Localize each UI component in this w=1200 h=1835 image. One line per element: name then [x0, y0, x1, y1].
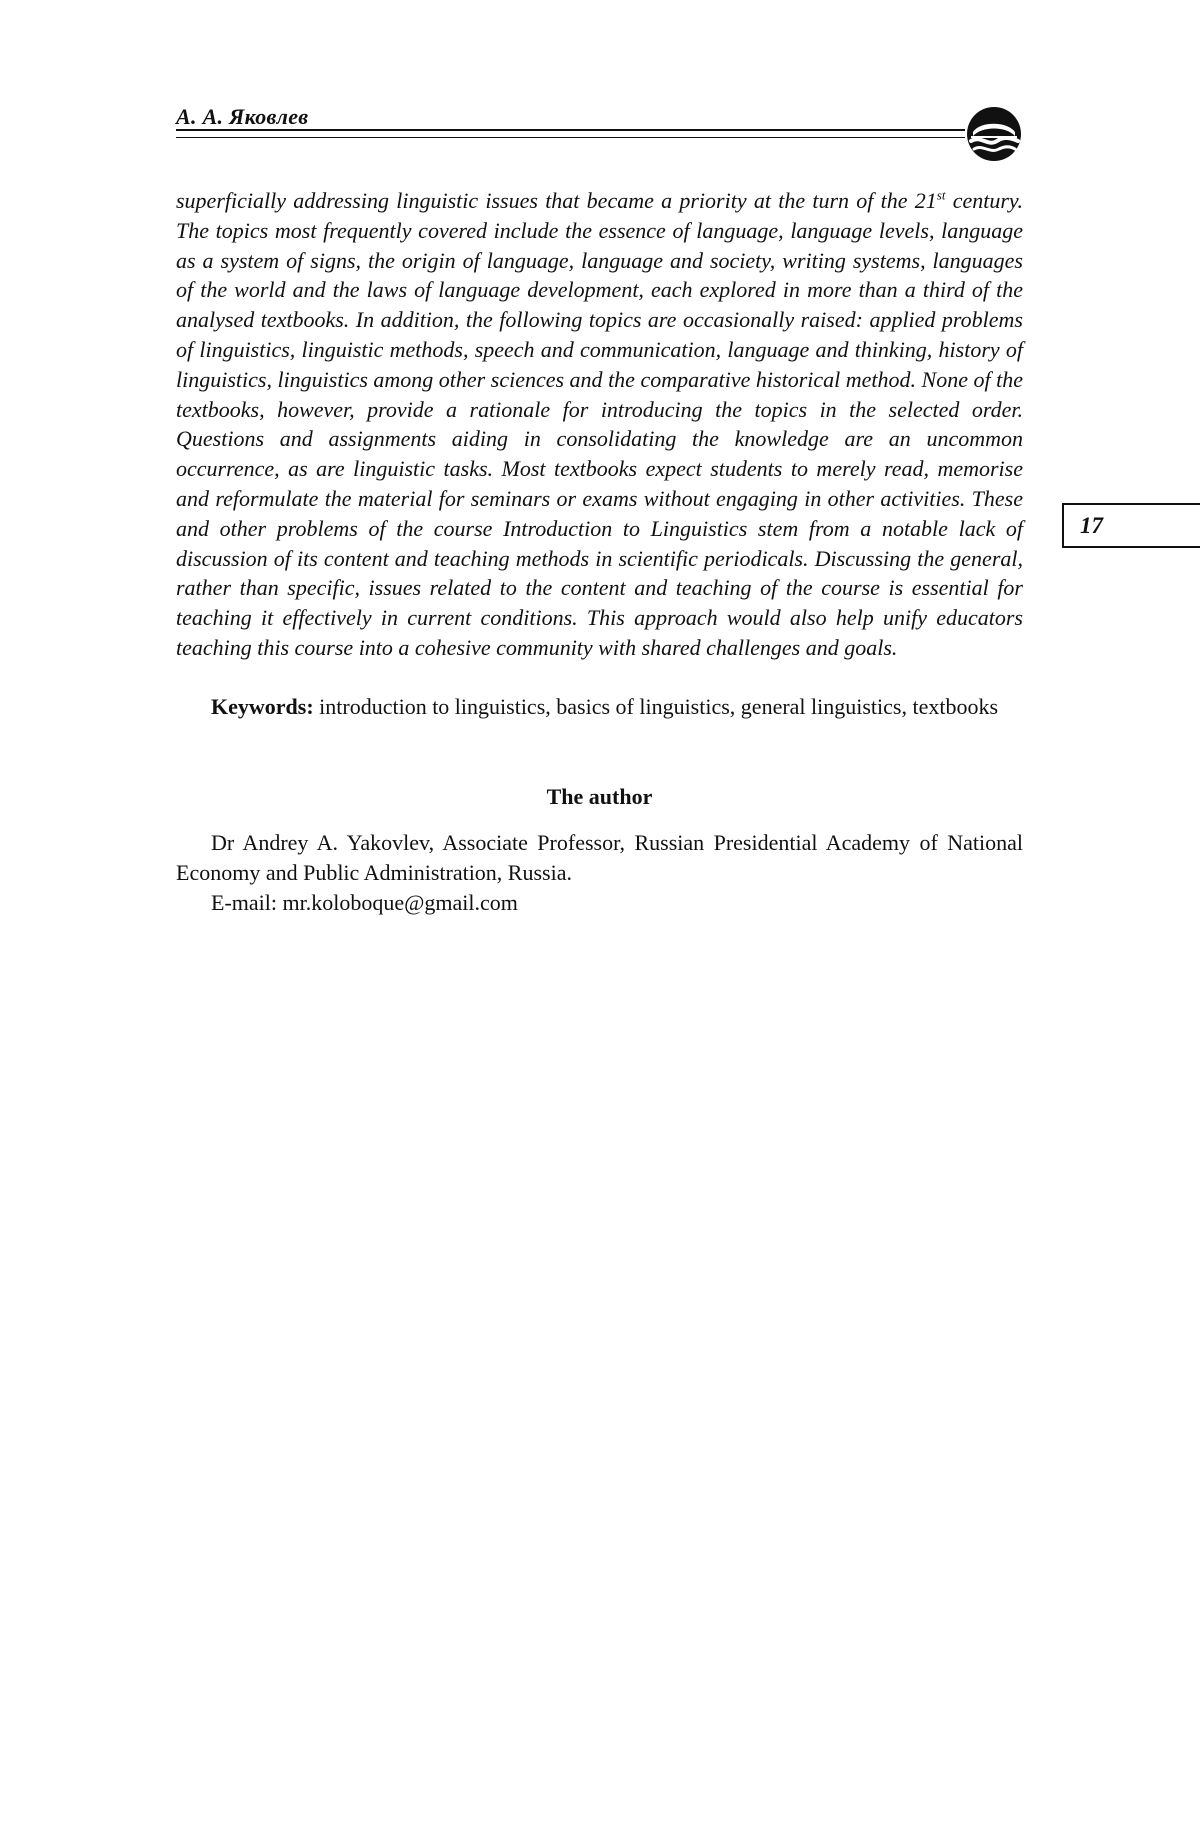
abstract-text: [176, 186, 1023, 663]
abstract-after-superscript: century. The topics most frequently covered include the essence of language, language levels, language as a system of signs, the origin of language, language and society, writing systems, languages of the world and the laws of language development, each explored in more than a third of the analysed textbooks. In addition, the following topics are occasionally raised: applied problems of linguistics, linguistic methods, speech and communication, language and thinking, history of linguistics, linguistics among other sciences and the comparative historical method. None of the textbooks, however, provide a rationale for introducing the topics in the selected order. Questions and assignments aiding in consolidating the knowledge are an uncommon occurrence, as are linguistic tasks. Most textbooks expect students to merely read, memorise and reformulate the material for seminars or exams without engaging in other activities. These and other problems of the course Introduction to Linguistics stem from a notable lack of discussion of its content and teaching methods in scientific periodicals. Discussing the general, rather than specific, issues related to the content and teaching of the course is essential for teaching it effectively in current conditions. This approach would also help unify educators teaching this course into a cohesive community with shared challenges and goals.: [176, 188, 1023, 660]
page-number: 17: [1080, 513, 1103, 538]
keywords-label: Keywords:: [211, 694, 314, 719]
keywords-paragraph: [176, 692, 1023, 722]
header-rule: [176, 129, 965, 138]
author-info: [176, 828, 1023, 918]
running-head-author: А. А. Яковлев: [176, 104, 309, 129]
keywords-list: introduction to linguistics, basics of linguistics, general linguistics, textbooks: [313, 694, 999, 719]
ordinal-superscript: st: [936, 187, 946, 203]
author-heading: The author: [546, 784, 653, 809]
abstract-before-superscript: superficially addressing linguistic issues that became a priority at the turn of the 21: [176, 188, 937, 213]
page-number-box: [1062, 503, 1200, 548]
journal-logo-icon: [963, 103, 1025, 165]
author-email: E-mail: mr.koloboque@gmail.com: [211, 890, 518, 915]
author-description: Dr Andrey A. Yakovlev, Associate Professor, Russian Presidential Academy of National Economy and Public Administration, Russia.: [176, 830, 1023, 885]
